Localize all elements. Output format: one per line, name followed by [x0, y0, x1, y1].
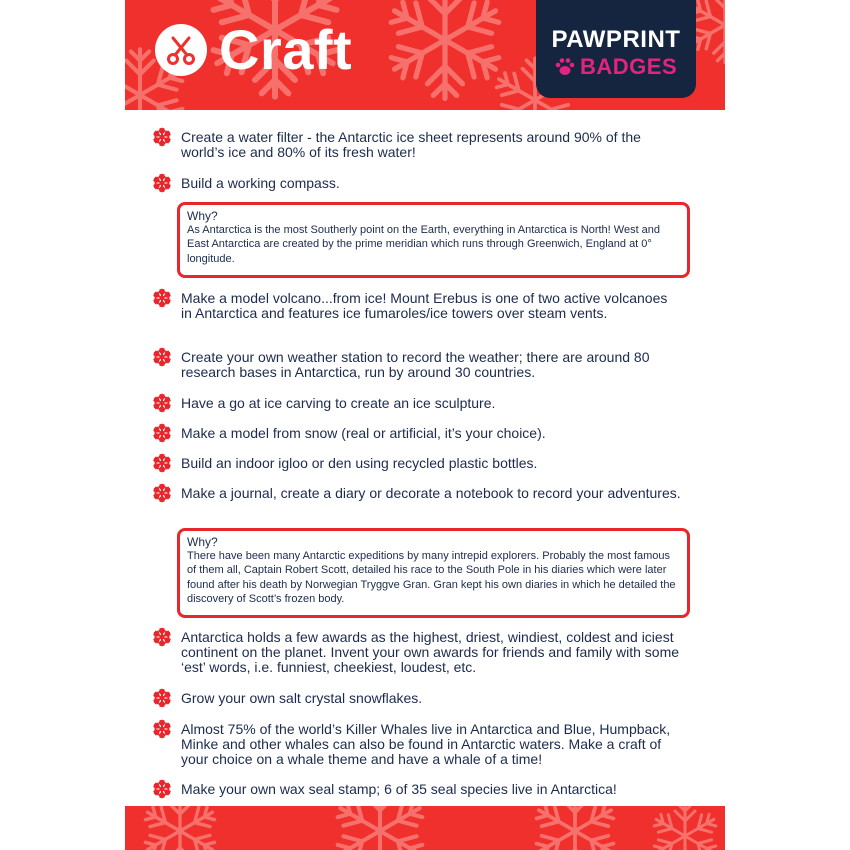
snowflake-bullet-icon — [152, 453, 172, 473]
list-item: Make a journal, create a diary or decorate a notebook to record your adventures. — [181, 485, 681, 501]
paw-icon — [554, 56, 576, 78]
logo-line2-group — [554, 54, 677, 80]
snowflake-bullet-icon — [152, 627, 172, 647]
page-title: Craft — [219, 18, 353, 81]
logo-line1: PAWPRINT — [551, 26, 681, 53]
snowflake-bullet-icon — [152, 127, 172, 147]
snowflake-bullet-icon — [152, 423, 172, 443]
snowflake-bullet-icon — [152, 173, 172, 193]
why-box — [177, 528, 690, 618]
snowflake-decoration-icon — [325, 806, 435, 850]
list-item: Make a model from snow (real or artificial, it’s your choice). — [181, 425, 546, 441]
page — [125, 0, 725, 850]
footer-banner — [125, 806, 725, 850]
list-item: Grow your own salt crystal snowflakes. — [181, 690, 423, 706]
pawprint-badges-logo — [536, 0, 696, 98]
list-item: Create your own weather station to record the weather; there are around 80 research bases in Antarctica, run by around 30 countries. — [181, 349, 650, 380]
snowflake-decoration-icon — [645, 806, 725, 850]
list-item: Create a water filter - the Antarctic ice sheet represents around 90% of the world’s ice and 80% of its fresh water! — [181, 129, 641, 160]
why-text: As Antarctica is the most Southerly point on the Earth, everything in Antarctica is North! West and East Antarctica are created by the prime meridian which runs through Greenwich, England at 0° longitude. — [187, 224, 661, 265]
list-item: Build an indoor igloo or den using recycled plastic bottles. — [181, 455, 538, 471]
list-item: Make your own wax seal stamp; 6 of 35 seal species live in Antarctica! — [181, 781, 617, 797]
header-banner — [125, 0, 725, 110]
why-box — [177, 202, 690, 278]
title-group — [155, 18, 353, 81]
scissors-icon — [155, 24, 207, 76]
list-item: Have a go at ice carving to create an ice sculpture. — [181, 395, 496, 411]
snowflake-bullet-icon — [152, 688, 172, 708]
logo-line2: BADGES — [580, 54, 678, 79]
list-item: Make a model volcano...from ice! Mount Erebus is one of two active volcanoes in Antarctica and features ice fumaroles/ice towers over steam vents. — [181, 290, 668, 321]
snowflake-bullet-icon — [152, 719, 172, 739]
snowflake-bullet-icon — [152, 779, 172, 799]
snowflake-bullet-icon — [152, 483, 172, 503]
why-label: Why? — [187, 209, 218, 223]
list-item: Almost 75% of the world’s Killer Whales live in Antarctica and Blue, Humpback, Minke and other whales can also be found in Antarctic waters. Make a craft of your choice on a whale theme and have a whale of a time! — [181, 721, 671, 767]
list-item: Build a working compass. — [181, 175, 340, 191]
snowflake-decoration-icon — [525, 806, 625, 850]
snowflake-decoration-icon — [135, 806, 225, 850]
snowflake-bullet-icon — [152, 347, 172, 367]
list-item: Antarctica holds a few awards as the highest, driest, windiest, coldest and iciest continent on the planet. Invent your own awards for friends and family with some ‘est’ words, i.e. funniest, cheekiest, loudest, etc. — [181, 629, 680, 675]
snowflake-bullet-icon — [152, 393, 172, 413]
why-label: Why? — [187, 535, 218, 549]
snowflake-bullet-icon — [152, 288, 172, 308]
why-text: There have been many Antarctic expeditions by many intrepid explorers. Probably the most famous of them all, Captain Robert Scott, detailed his race to the South Pole in his diaries which were later found after his death by Norwegian Tryggve Gran. Gran kept his own diaries in which he detailed the discovery of Scott’s frozen body. — [187, 550, 676, 605]
